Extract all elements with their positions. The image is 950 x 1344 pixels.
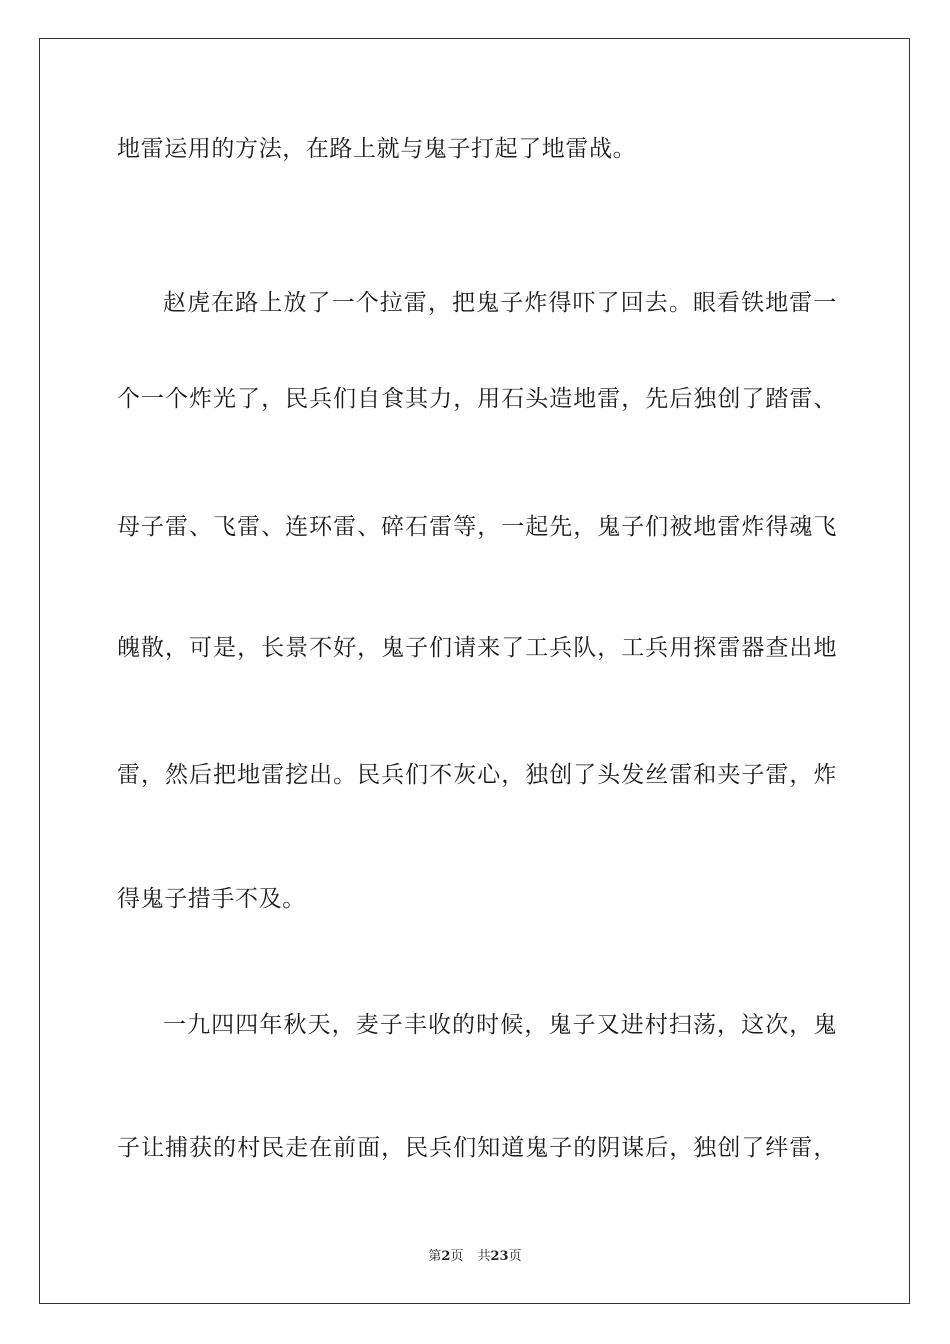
total-suffix: 页 [508,1249,522,1264]
total-pages: 23 [490,1249,509,1264]
body-line-1: 地雷运用的方法，在路上就与鬼子打起了地雷战。 [117,136,637,162]
body-line-9: 子让捕获的村民走在前面，民兵们知道鬼子的阴谋后，独创了绊雷， [117,1135,837,1161]
body-line-6: 雷，然后把地雷挖出。民兵们不灰心，独创了头发丝雷和夹子雷，炸 [117,762,837,788]
page-number: 2 [441,1249,451,1264]
body-line-7: 得鬼子措手不及。 [117,886,306,912]
body-line-3: 个一个炸光了，民兵们自食其力，用石头造地雷，先后独创了踏雷、 [117,386,837,412]
body-line-5: 魄散，可是，长景不好，鬼子们请来了工兵队，工兵用探雷器查出地 [117,635,837,661]
paragraph-start-line-2: 赵虎在路上放了一个拉雷，把鬼子炸得吓了回去。眼看铁地雷一 [163,290,837,316]
page-border [39,38,910,1304]
page-footer [0,1248,950,1266]
page-prefix: 第 [428,1249,442,1264]
body-line-4: 母子雷、飞雷、连环雷、碎石雷等，一起先，鬼子们被地雷炸得魂飞 [117,514,837,540]
page-suffix: 页 [450,1249,464,1264]
paragraph-start-line-8: 一九四四年秋天，麦子丰收的时候，鬼子又进村扫荡，这次，鬼 [163,1012,837,1038]
total-prefix: 共 [477,1249,491,1264]
